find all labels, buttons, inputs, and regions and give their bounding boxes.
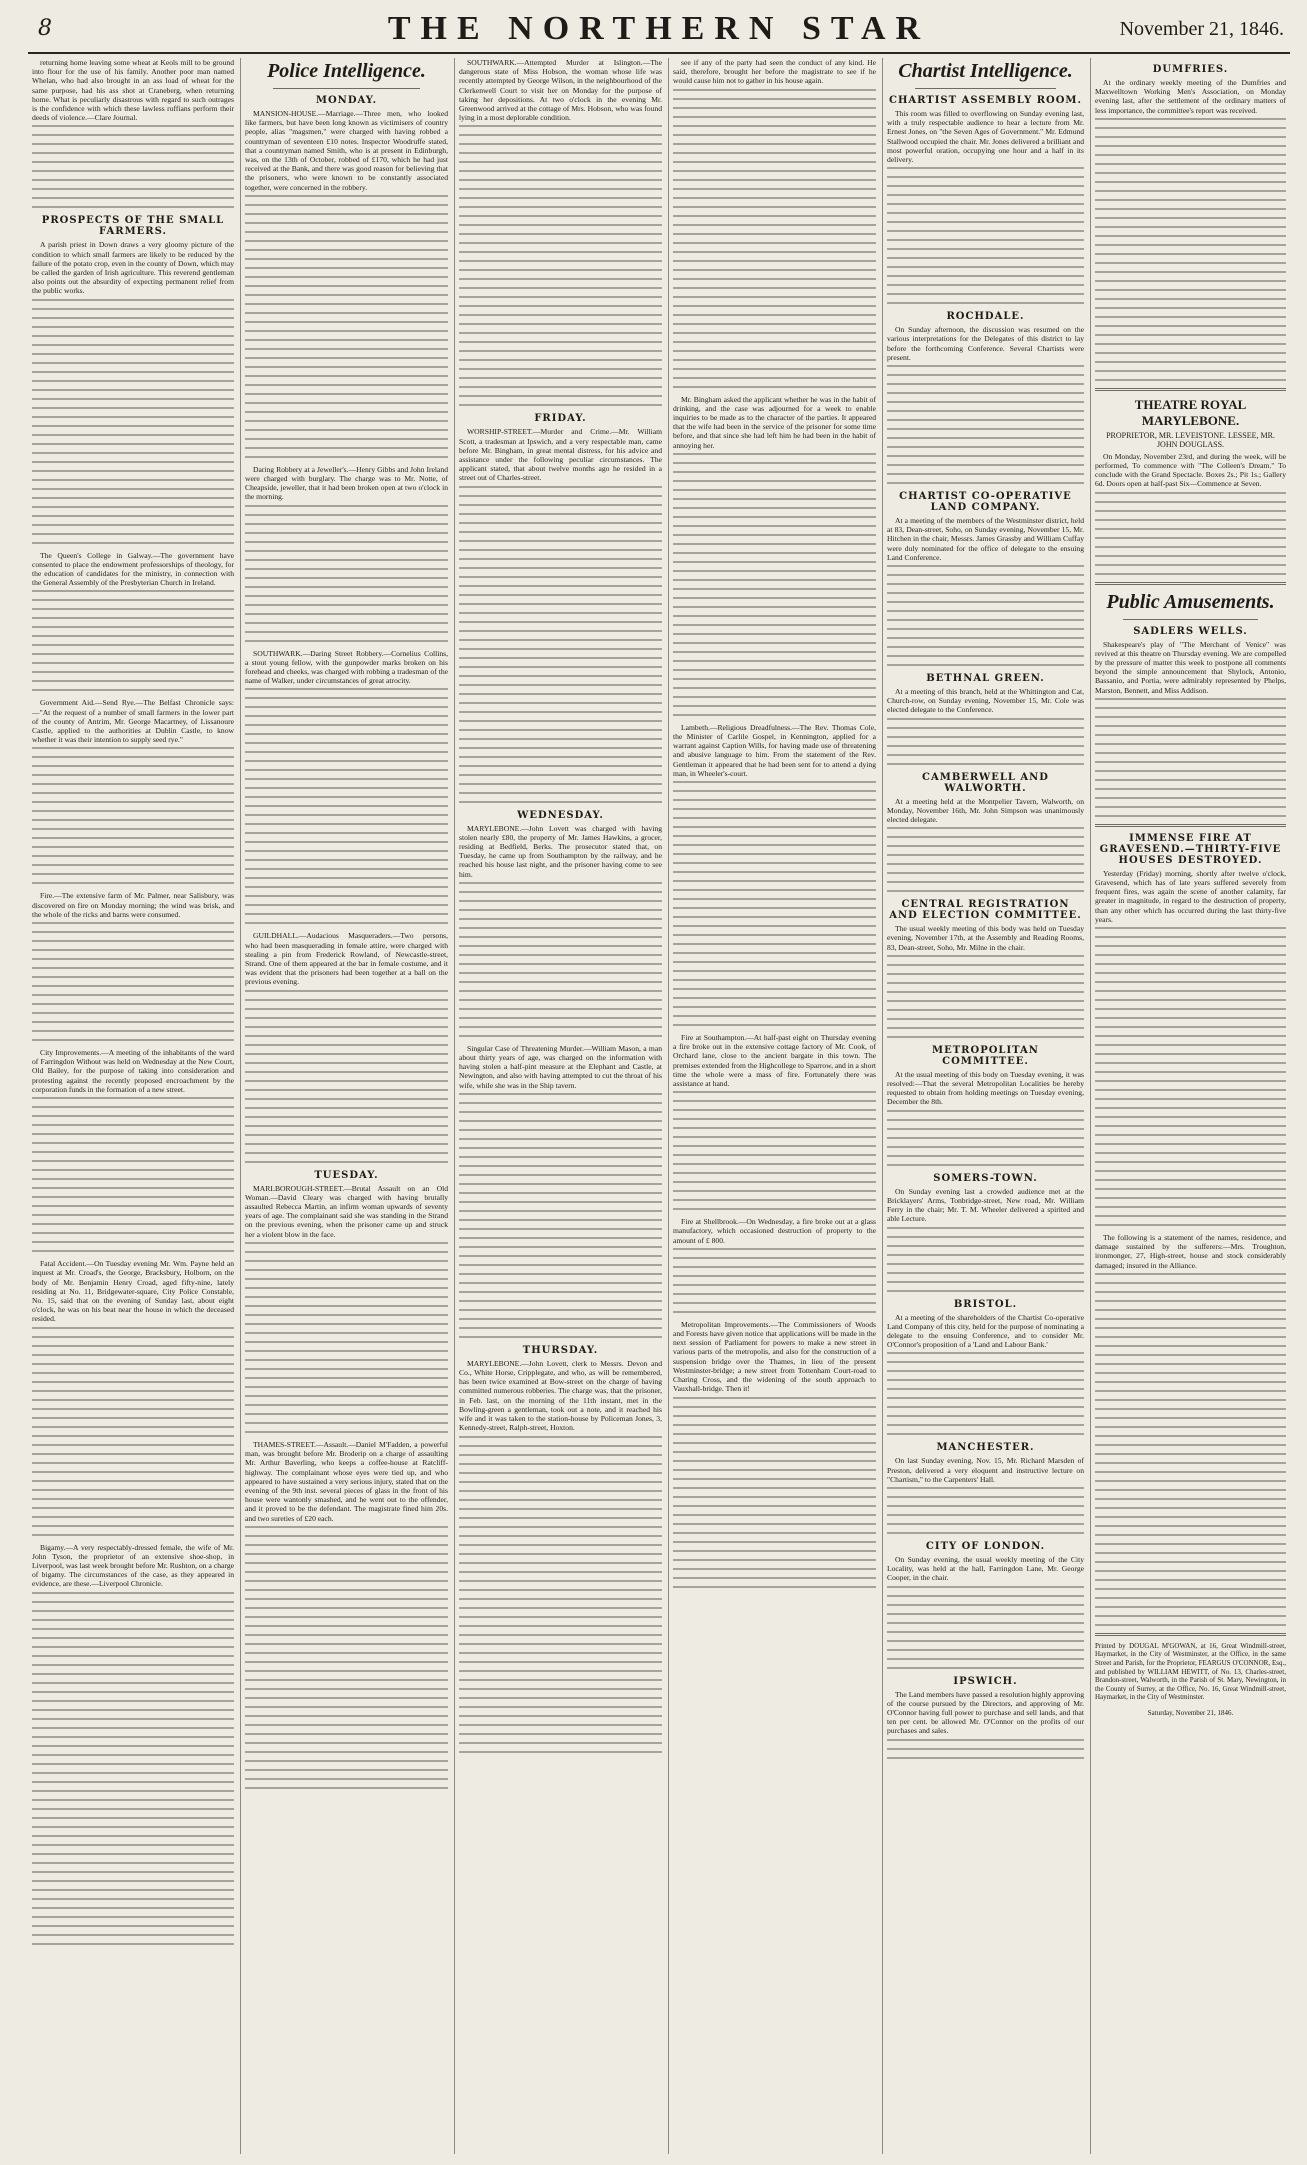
- article-heading: SOMERS-TOWN.: [933, 1172, 1038, 1184]
- text-lines: [887, 565, 1084, 666]
- article-paragraph: At a meeting of this branch, held at the Whittington and Cat, Church-row, on Sunday evening, November 15, Mr. Cole was elected delegate to the Conference.: [887, 687, 1084, 715]
- text-lines: [887, 1352, 1084, 1435]
- text-lines: [459, 125, 662, 406]
- article-heading: IMMENSE FIRE AT GRAVESEND.—THIRTY-FIVE HOUSES DESTROYED.: [1099, 832, 1282, 866]
- text-lines: [459, 486, 662, 803]
- text-lines: [673, 1248, 876, 1313]
- text-lines: [32, 1327, 234, 1536]
- text-lines: [887, 827, 1084, 892]
- article-paragraph: Fatal Accident.—On Tuesday evening Mr. Wm. Payne held an inquest at Mr. Croad's, the George, Bracksbury, Holborn, on the body of Mr. Benjamin Henry Croad, aged fifty-nine, lately residing at No. 11, Bridgewater-square, City Police Constable, No. 15, said that on the evening of Sunday last, about eight o'clock, he was on his beat near the house in which the deceased resided.: [32, 1259, 234, 1324]
- text-lines: [245, 195, 448, 458]
- text-lines: [887, 1110, 1084, 1166]
- text-lines: [1095, 492, 1286, 575]
- article-paragraph: On Sunday evening, the usual weekly meeting of the City Locality, was held at the hall, Farringdon Lane, Mr. George Cooper, in the chair.: [887, 1554, 1084, 1583]
- column-1: [28, 58, 238, 2154]
- article-paragraph: SOUTHWARK.—Daring Street Robbery.—Cornelius Collins, a stout young fellow, with the gunpowder marks broken on his forehead and cheeks, was charged with robbing a tradesman of the name of Walker, under circumstances of great atrocity.: [245, 648, 448, 686]
- text-lines: [887, 718, 1084, 765]
- column-6: [1090, 58, 1290, 2154]
- article-paragraph: Fire.—The extensive farm of Mr. Palmer, near Salisbury, was discovered on fire on Monday morning; the wind was brisk, and the whole of the ricks and barns were consumed.: [32, 891, 234, 919]
- article-paragraph: Shakespeare's play of "The Merchant of Venice" was revived at this theatre on Thursday evening. We are compelled by the pressure of matter this week to postpone all comments beyond the simple announcement that Shylock, Antonio, Bassanio, and Portia, were admirably represented by Phelps, Marston, Bennett, and Miss Addison.: [1095, 639, 1286, 695]
- advertisement-title: THEATRE ROYAL MARYLEBONE.: [1134, 396, 1247, 428]
- day-heading: WEDNESDAY.: [517, 809, 604, 821]
- divider: [1095, 388, 1286, 391]
- advertisement-body: On Monday, November 23rd, and during the week, will be performed, To commence with "The Colleen's Dream." To conclude with the Grand Spectacle. Boxes 2s.; Pit 1s.; Gallery 6d. Doors open at half-past Six—Commence at Seven.: [1095, 451, 1286, 489]
- article-heading: PROSPECTS OF THE SMALL FARMERS.: [41, 215, 225, 238]
- text-lines: [887, 167, 1084, 304]
- article-paragraph: Mr. Bingham asked the applicant whether he was in the habit of drinking, and the case was adjourned for a week to enable inquiries to be made as to the character of the parties. It appeared that the wife had been in the service of the prisoner for some time before, and that since she had left him he had been in the habit of annoying her.: [673, 394, 876, 450]
- text-lines: [245, 505, 448, 642]
- divider: [273, 88, 420, 89]
- text-lines: [459, 1436, 662, 1753]
- text-lines: [32, 1097, 234, 1252]
- text-lines: [673, 453, 876, 716]
- article-paragraph: City Improvements.—A meeting of the inhabitants of the ward of Farringdon Without was held on Wednesday at the New Court, Old Bailey, for the purpose of taking into consideration and protesting against the recently proposed encroachment by the corporation funds in the formation of a new street.: [32, 1048, 234, 1094]
- column-3: [454, 58, 666, 2154]
- day-heading: TUESDAY.: [314, 1169, 379, 1181]
- article-paragraph: SOUTHWARK.—Attempted Murder at Islington.—The dangerous state of Miss Hobson, the woman whose life was recently attempted by George Wilson, in the neighbourhood of the Clerkenwell Court to visit her on Monday for the purpose of taking her depositions. At two o'clock in the evening Mr. Greenwood arrived at the cottage of Mrs. Hobson, who was found lying in a most deplorable condition.: [459, 58, 662, 123]
- divider: [1095, 1633, 1286, 1636]
- article-paragraph: At the ordinary weekly meeting of the Dumfries and Maxwelltown Working Men's Association, on Monday evening last, after the settlement of the ordinary matters of less importance, the committee's report was received.: [1095, 78, 1286, 115]
- text-lines: [887, 1487, 1084, 1534]
- article-paragraph: MANSION-HOUSE.—Marriage.—Three men, who looked like farmers, but have been long known as victimisers of country people, alias "magsmen," were charged with having robbed a countryman of seventeen £10 notes. Inspector Woodruffe stated, that a countryman named Smith, who is at present in Edinburgh, was, on the 13th of October, robbed of £170, which he had just received at the Bank, and there was good reason for believing that the prisoners, who were known to be constantly associated together, were concerned in the robbery.: [245, 109, 448, 192]
- section-title: Chartist Intelligence.: [898, 60, 1073, 82]
- text-lines: [887, 1739, 1084, 1759]
- text-lines: [32, 590, 234, 691]
- article-paragraph: The usual weekly meeting of this body was held on Tuesday evening, November 17th, at the Assembly and Reading Rooms, 83, Dean-street, Soho, Mr. Milne in the chair.: [887, 924, 1084, 952]
- article-heading: CITY OF LONDON.: [925, 1540, 1046, 1552]
- article-heading: CENTRAL REGISTRATION AND ELECTION COMMITTEE.: [889, 899, 1082, 922]
- text-lines: [32, 125, 234, 208]
- text-lines: [887, 955, 1084, 1038]
- article-paragraph: The Land members have passed a resolution highly approving of the course pursued by the Directors, and approving of Mr. O'Connor having full power to purchase and sell lands, and that ten per cent. be allowed Mr. O'Connor on the profits of our purchases and sales.: [887, 1689, 1084, 1736]
- article-heading: IPSWICH.: [953, 1675, 1018, 1687]
- article-paragraph: At a meeting held at the Montpelier Tavern, Walworth, on Monday, November 16th, Mr. John Simpson was unanimously elected delegate.: [887, 796, 1084, 825]
- article-heading: ROCHDALE.: [946, 311, 1025, 323]
- article-heading: CAMBERWELL AND WALWORTH.: [922, 771, 1049, 794]
- text-lines: [887, 1586, 1084, 1669]
- day-heading: MONDAY.: [315, 95, 378, 106]
- text-lines: [887, 365, 1084, 484]
- text-lines: [32, 1592, 234, 1945]
- text-lines: [887, 1227, 1084, 1292]
- article-paragraph: On last Sunday evening, Nov. 15, Mr. Richard Marsden of Preston, delivered a very eloquent and instructive lecture on "Chartism," to the Carpenters' Hall.: [887, 1456, 1084, 1484]
- text-lines: [673, 1397, 876, 1588]
- article-heading: SADLERS WELLS.: [1133, 625, 1248, 637]
- text-lines: [1095, 927, 1286, 1226]
- article-paragraph: MARYLEBONE.—John Lovett was charged with having stolen nearly £80, the property of Mr. James Hawkins, a grocer, residing at Bedfield, Berks. The prosecutor stated that, on Tuesday, he came up from Southampton by the railway, and he reached his house last night, and the prisoner having come to see him.: [459, 823, 662, 879]
- article-paragraph: Bigamy.—A very respectably-dressed female, the wife of Mr. John Tyson, the proprietor of an extensive shoe-shop, in Liverpool, was last week brought before Mr. Rushton, on a charge of bigamy. The circumstances of the case, as they appeared in evidence, are these.—Liverpool Chronicle.: [32, 1542, 234, 1589]
- article-paragraph: On Sunday afternoon, the discussion was resumed on the various interpretations for the Delegates of this district to lay before the forthcoming Conference. Several Chartists were present.: [887, 325, 1084, 362]
- article-paragraph: GUILDHALL.—Audacious Masqueraders.—Two persons, who had been masquerading in female attire, were charged with stealing a pin from Frederick Rowland, of Newcastle-street, Strand. One of them appeared at the bar in female costume, and it was evident that the prisoners had been together at a ball on the previous evening.: [245, 931, 448, 987]
- text-lines: [673, 781, 876, 1026]
- article-heading: DUMFRIES.: [1152, 64, 1229, 75]
- text-lines: [459, 882, 662, 1037]
- article-heading: MANCHESTER.: [936, 1442, 1035, 1454]
- article-paragraph: The following is a statement of the names, residence, and damage sustained by the sufferers:—Mrs. Troughton, ironmonger, 27, High-street, house and stock considerably damaged; insured in the Alliance.: [1095, 1233, 1286, 1270]
- article-paragraph: Singular Case of Threatening Murder.—William Mason, a man about thirty years of age, was charged on the information with having stolen a half-pint measure at the Elephant and Castle, at Newington, and also with having attempted to cut the throat of his wife, while she was in the Ship tavern.: [459, 1043, 662, 1090]
- article-paragraph: The Queen's College in Galway.—The government have consented to place the endowment professorships of theology, for the education of candidates for the ministry, in connection with the General Assembly of the Presbyterian Church in Ireland.: [32, 550, 234, 588]
- text-lines: [1095, 118, 1286, 381]
- article-paragraph: THAMES-STREET.—Assault.—Daniel M'Fadden, a powerful man, was brought before Mr. Broderip on a charge of assaulting Mr. Arthur Baverling, who keeps a coffee-house at Ratcliff-highway. The complainant whose eyes were tied up, and who appeared to have sustained a very serious injury, stated that on the evening of the 9th inst. several pieces of glass in the front of his house were wantonly smashed, and he went out to the offender, and it proved to be the defendant. The magistrate fined him 20s. and two sureties of £20 each.: [245, 1439, 448, 1523]
- article-heading: CHARTIST CO-OPERATIVE LAND COMPANY.: [899, 491, 1072, 514]
- article-paragraph: Yesterday (Friday) morning, shortly after twelve o'clock, Gravesend, which has of late years suffered severely from frequent fires, was again the scene of another calamity, far greater in magnitude, in regard to the destruction of property, than any other which has occurred during the last thirty-five years.: [1095, 868, 1286, 924]
- column-5: [882, 58, 1088, 2154]
- article-paragraph: Lambeth.—Religious Dreadfulness.—The Rev. Thomas Cole, the Minister of Carlile Gospel, in Kennington, applied for a warrant against Caption Wills, for having made use of threatening and abusive language to him. From the statement of the Rev. Gentleman it appeared that he had been sent for to attend a dying man, in Wheeler's-court.: [673, 722, 876, 778]
- text-lines: [459, 1093, 662, 1338]
- article-paragraph: A parish priest in Down draws a very gloomy picture of the condition to which small farmers are likely to be reduced by the failure of the potato crop, even in the county of Down, which may be called the garden of Irish agriculture. This reverend gentleman also points out the absurdity of expecting permanent relief from the public works.: [32, 240, 234, 296]
- newspaper-title: THE NORTHERN STAR: [387, 10, 931, 47]
- article-paragraph: Government Aid.—Send Rye.—The Belfast Chronicle says:—"At the request of a number of small farmers in the lower part of the county of Antrim, Mr. George Macartney, of Lissanoure Castle, applied to the authorities at Dublin Castle, to know whether it was their intention to supply seed rye.": [32, 698, 234, 745]
- article-paragraph: Fire at Southampton.—At half-past eight on Thursday evening a fire broke out in the extensive cottage factory of Mr. Cook, of Orchard lane, close to the ancient bargate in this town. The premises extended from the Highcollege to Sparrow, and in a short time the whole were a mass of fire. Fortunately there was assistance at hand.: [673, 1033, 877, 1089]
- article-paragraph: WORSHIP-STREET.—Murder and Crime.—Mr. William Scott, a tradesman at Ipswich, and a very respectable man, came before Mr. Bingham, in great mental distress, for his advice and assistance under the following peculiar circumstances. The applicant stated, that about twelve months ago he resided in a street out of Charles-street.: [459, 427, 662, 483]
- text-lines: [245, 990, 448, 1163]
- text-lines: [245, 688, 448, 924]
- printer-imprint: Printed by DOUGAL M'GOWAN, at 16, Great Windmill-street, Haymarket, in the City of Westminster, at the Office, in the same Street and Parish, for the Proprietor, FEARGUS O'CONNOR, Esq., and published by WILLIAM HEWITT, of No. 13, Charles-street, Brandon-street, Walworth, in the Parish of St. Mary, Newington, in the County of Surrey, at the Office, No. 16, Great Windmill-street, Haymarket, in the City of Westminster.: [1095, 1641, 1286, 1702]
- section-title: Public Amusements.: [1106, 590, 1275, 613]
- text-lines: [673, 89, 876, 388]
- text-lines: [245, 1526, 448, 1789]
- masthead: [28, 8, 1290, 54]
- imprint-date: Saturday, November 21, 1846.: [1147, 1709, 1234, 1718]
- divider: [915, 88, 1056, 89]
- divider: [1095, 582, 1286, 585]
- article-paragraph: Fire at Shellbrook.—On Wednesday, a fire broke out at a glass manufactory, which occasioned destruction of property to the amount of £ 800.: [673, 1217, 876, 1245]
- divider: [1095, 824, 1286, 827]
- article-paragraph: This room was filled to overflowing on Sunday evening last, with a truly respectable audience to hear a lecture from Mr. Ernest Jones, on "the Seven Ages of Government." Mr. Edmund Stallwood occupied the chair. Mr. Jones delivered a brilliant and most powerful oration, occupying one hour and a half in its delivery.: [887, 109, 1084, 165]
- day-heading: FRIDAY.: [534, 413, 587, 425]
- article-heading: BETHNAL GREEN.: [926, 673, 1045, 685]
- article-paragraph: see if any of the party had seen the conduct of any kind. He said, therefore, brought her before the magistrate to see if he would cause him not to gather in his house again.: [673, 58, 876, 86]
- article-paragraph: MARYLEBONE.—John Lovett, clerk to Messrs. Devon and Co., White Horse, Cripplegate, and who, as will be remembered, has been twice examined at Bow-street on the charge of having committed numerous robberies. The charge was, that the prisoner, in Feb. last, on the morning of the 11th instant, met in the Bowling-green a gentleman, took out a note, and it reached his wife and it was taken to the station-house by Policeman Jones, 3, Kennedy-street, Ralph-street, Hoxton.: [459, 1358, 662, 1433]
- article-paragraph: On Sunday evening last a crowded audience met at the Bricklayers' Arms, Tonbridge-street, New road, Mr. William Ferry in the chair; Mr. T. M. Wheeler delivered a spirited and able Lecture.: [887, 1186, 1084, 1224]
- text-lines: [245, 1242, 448, 1433]
- text-lines: [32, 747, 234, 884]
- column-4: [668, 58, 880, 2154]
- article-heading: CHARTIST ASSEMBLY ROOM.: [889, 95, 1082, 106]
- article-heading: BRISTOL.: [953, 1298, 1018, 1310]
- article-paragraph: Daring Robbery at a Jeweller's.—Henry Gibbs and John Ireland were charged with burglary. The charge was to Mr. Notte, of Cheapside, jeweller, that it had been broken open at two o'clock in the morning.: [245, 464, 448, 502]
- text-lines: [32, 922, 234, 1041]
- text-lines: [1095, 698, 1286, 817]
- article-paragraph: MARLBOROUGH-STREET.—Brutal Assault on an Old Woman.—David Cleary was charged with having brutally assaulted Rebecca Martin, an infirm woman upwards of seventy years of age. The complainant said she was standing in the Strand on the previous evening, when the prisoner came up and struck her a violent blow in the face.: [245, 1183, 448, 1239]
- day-heading: THURSDAY.: [522, 1344, 599, 1356]
- article-paragraph: Metropolitan Improvements.—The Commissioners of Woods and Forests have given notice that applications will be made in the next session of Parliament for powers to make a new street in various parts of the metropolis, and also for the construction of a suspension bridge over the Thames, in lieu of the present Westminster-bridge; a new street from Tottenham Court-road to Charing Cross, and the widening of the south approach to Vauxhall-bridge. Then it!: [673, 1319, 876, 1394]
- issue-date: November 21, 1846.: [1119, 18, 1284, 40]
- text-lines: [32, 299, 234, 544]
- article-paragraph: returning home leaving some wheat at Keols mill to be ground into flour for the use of his family. Another poor man named Whelan, who had also brought in an ass load of wheat for the same purpose, had his ass shot at Craneberg, when returning home. What is peculiarly disastrous with regard to such outrages is the confidence with which these lawless ruffians perform their deeds of violence.—Clare Journal.: [32, 58, 234, 123]
- article-heading: METROPOLITAN COMMITTEE.: [932, 1044, 1039, 1067]
- text-lines: [1095, 1273, 1286, 1626]
- divider: [1123, 619, 1258, 620]
- text-lines: [673, 1091, 876, 1210]
- article-paragraph: At a meeting of the members of the Westminster district, held at 83, Dean-street, Soho, on Sunday evening, November 15, Mr. Hitchen in the chair, Messrs. James Grassby and William Cuffay were duly nominated for the office of delegate to the ensuing Land Conference.: [887, 516, 1084, 562]
- column-2: [240, 58, 452, 2154]
- article-paragraph: At the usual meeting of this body on Tuesday evening, it was resolved:—That the several Metropolitan Localities be hereby requested to obtain from holding meetings on Tuesday evening, December the 8th.: [887, 1069, 1084, 1107]
- advertisement-subtitle: PROPRIETOR, MR. LEVEISTONE. LESSEE, MR. JOHN DOUGLASS.: [1106, 430, 1275, 449]
- article-paragraph: At a meeting of the shareholders of the Chartist Co-operative Land Company of this city, held for the purpose of nominating a delegate to the ensuing Conference, and to consider Mr. O'Connor's proposition of a 'Land and Labour Bank.': [887, 1312, 1084, 1350]
- page-number: 8: [38, 16, 52, 41]
- section-title: Police Intelligence.: [267, 60, 426, 82]
